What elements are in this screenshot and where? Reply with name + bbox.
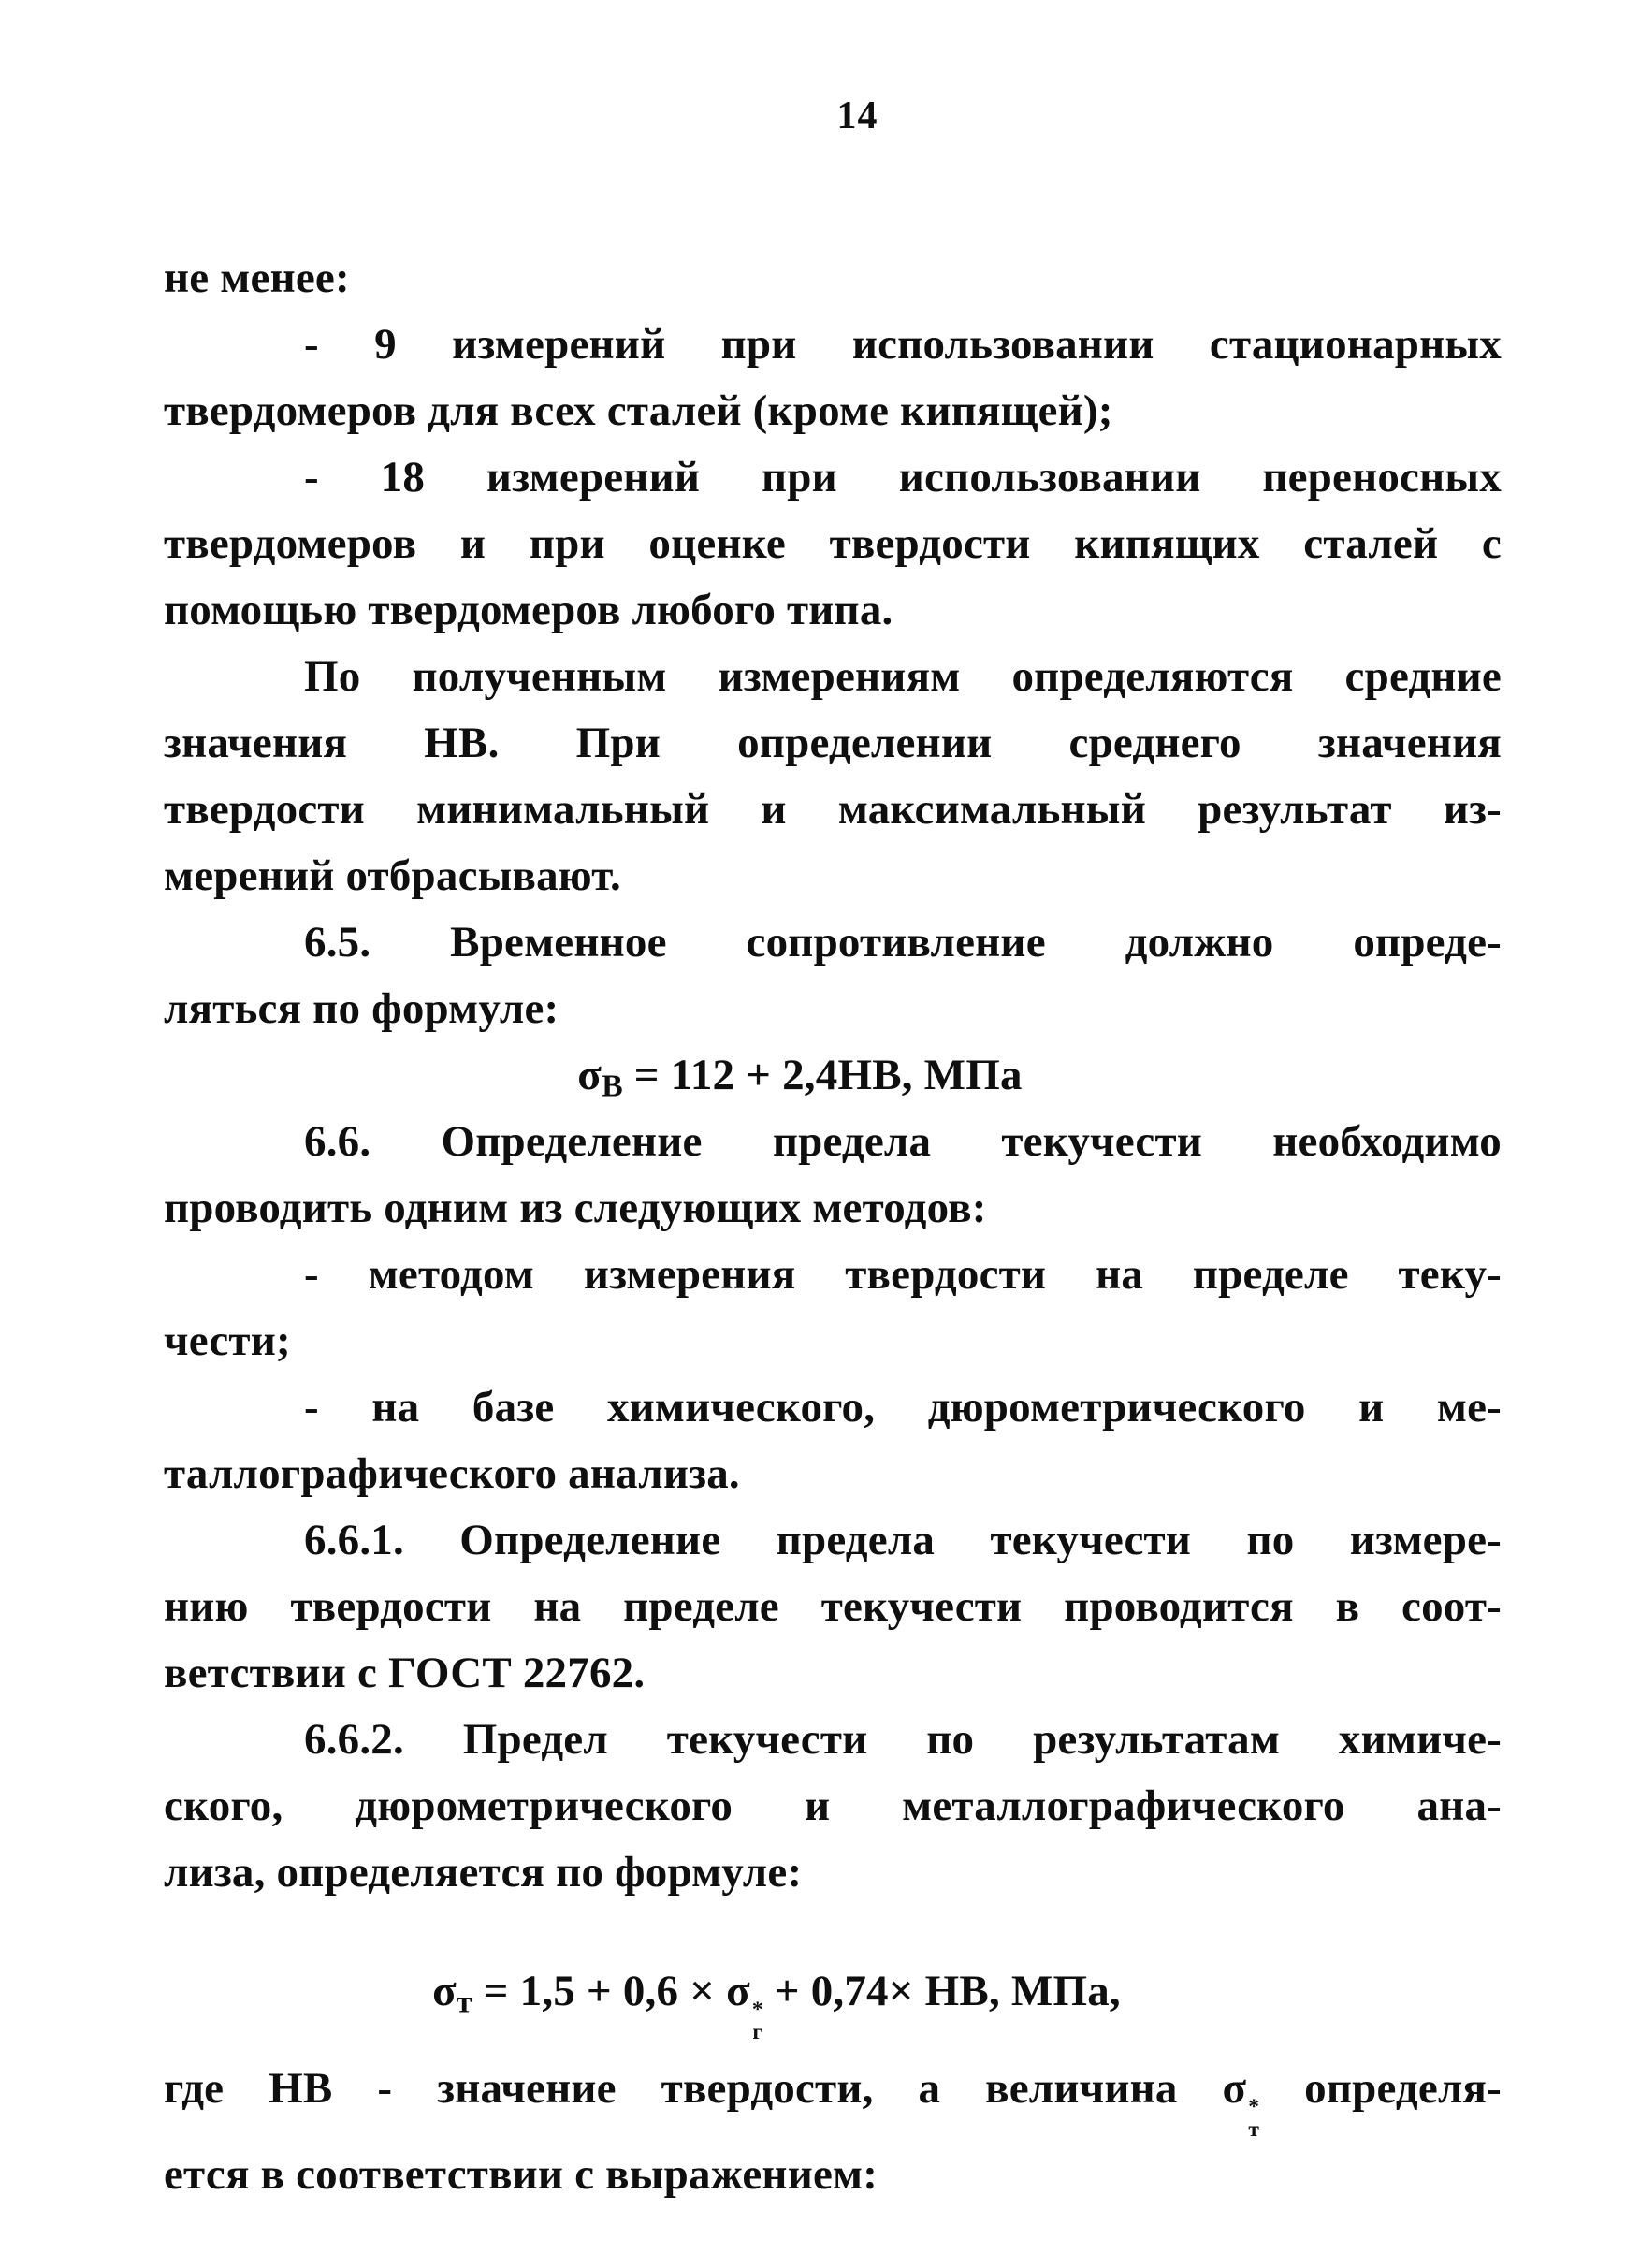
sigma-superscript-star: * <box>1248 2095 1260 2120</box>
sigma-symbol: σ <box>577 1051 602 1099</box>
text-line: 6.6. Определение предела текучести необходимо <box>304 1117 1502 1166</box>
text-line: - 18 измерений при использовании переносных <box>304 453 1502 502</box>
formula-text: = 112 + 2,4НВ, МПа <box>622 1051 1023 1099</box>
sigma-subscript: г <box>752 2020 763 2045</box>
text-line: нию твердости на пределе текучести проводится в соот- <box>164 1582 1502 1631</box>
sigma-sup-sub-stack <box>1248 2097 1259 2142</box>
sigma-subscript: т <box>456 1985 472 2020</box>
footnote-text: определя- <box>1259 2064 1503 2114</box>
text-line: ского, дюрометрического и металлографического ана- <box>164 1781 1502 1830</box>
text-line: значения НВ. При определении среднего значения <box>164 719 1502 767</box>
text-line: твердомеров для всех сталей (кроме кипящей); <box>164 386 1113 435</box>
text-line: твердомеров и при оценке твердости кипящих сталей с <box>164 519 1502 568</box>
sigma-subscript: т <box>1248 2117 1260 2143</box>
footnote-text: где НВ - значение твердости, а величина <box>164 2064 1223 2114</box>
text-line: - методом измерения твердости на пределе теку- <box>304 1250 1502 1299</box>
formula-text: + 0,74× НВ, МПа, <box>762 1967 1121 2015</box>
text-line: 6.6.1. Определение предела текучести по измере- <box>304 1516 1502 1564</box>
text-line: - на базе химического, дюрометрического и ме- <box>304 1383 1502 1432</box>
text-line: ветствии с ГОСТ 22762. <box>164 1649 646 1697</box>
text-line: 6.6.2. Предел текучести по результатам химиче- <box>304 1715 1502 1764</box>
text-line: твердости минимальный и максимальный результат из- <box>164 785 1502 834</box>
text-line <box>164 2056 1502 2142</box>
text-line: ется в соответствии с выражением: <box>164 2150 878 2200</box>
text-line: 6.5. Временное сопротивление должно опреде- <box>304 918 1502 967</box>
formula-sigma-t <box>164 1958 1502 2044</box>
text-block <box>164 245 1502 2208</box>
sigma-symbol: σ <box>726 1967 750 2015</box>
sigma-subscript: В <box>602 1069 623 1104</box>
sigma-symbol: σ <box>432 1967 457 2015</box>
page-number: 14 <box>836 94 878 138</box>
text-line: таллографического анализа. <box>164 1449 740 1498</box>
formula-text: = 1,5 + 0,6 × <box>472 1967 727 2015</box>
formula-sigma-v <box>164 1042 1502 1109</box>
text-line: По полученным измерениям определяются средние <box>304 652 1502 701</box>
text-line: ляться по формуле: <box>164 984 559 1033</box>
text-line: чести; <box>164 1316 291 1365</box>
sigma-sup-sub-stack <box>752 1999 763 2044</box>
text-line: проводить одним из следующих методов: <box>164 1184 987 1232</box>
text-line: мерений отбрасывают. <box>164 851 622 900</box>
sigma-symbol: σ <box>1222 2064 1247 2114</box>
sigma-superscript-star: * <box>751 1998 763 2023</box>
text-line: не менее: <box>164 254 350 302</box>
text-line: помощью твердомеров любого типа. <box>164 586 893 634</box>
text-line: лиза, определяется по формуле: <box>164 1848 803 1897</box>
text-line: - 9 измерений при использовании стационарных <box>304 320 1502 369</box>
